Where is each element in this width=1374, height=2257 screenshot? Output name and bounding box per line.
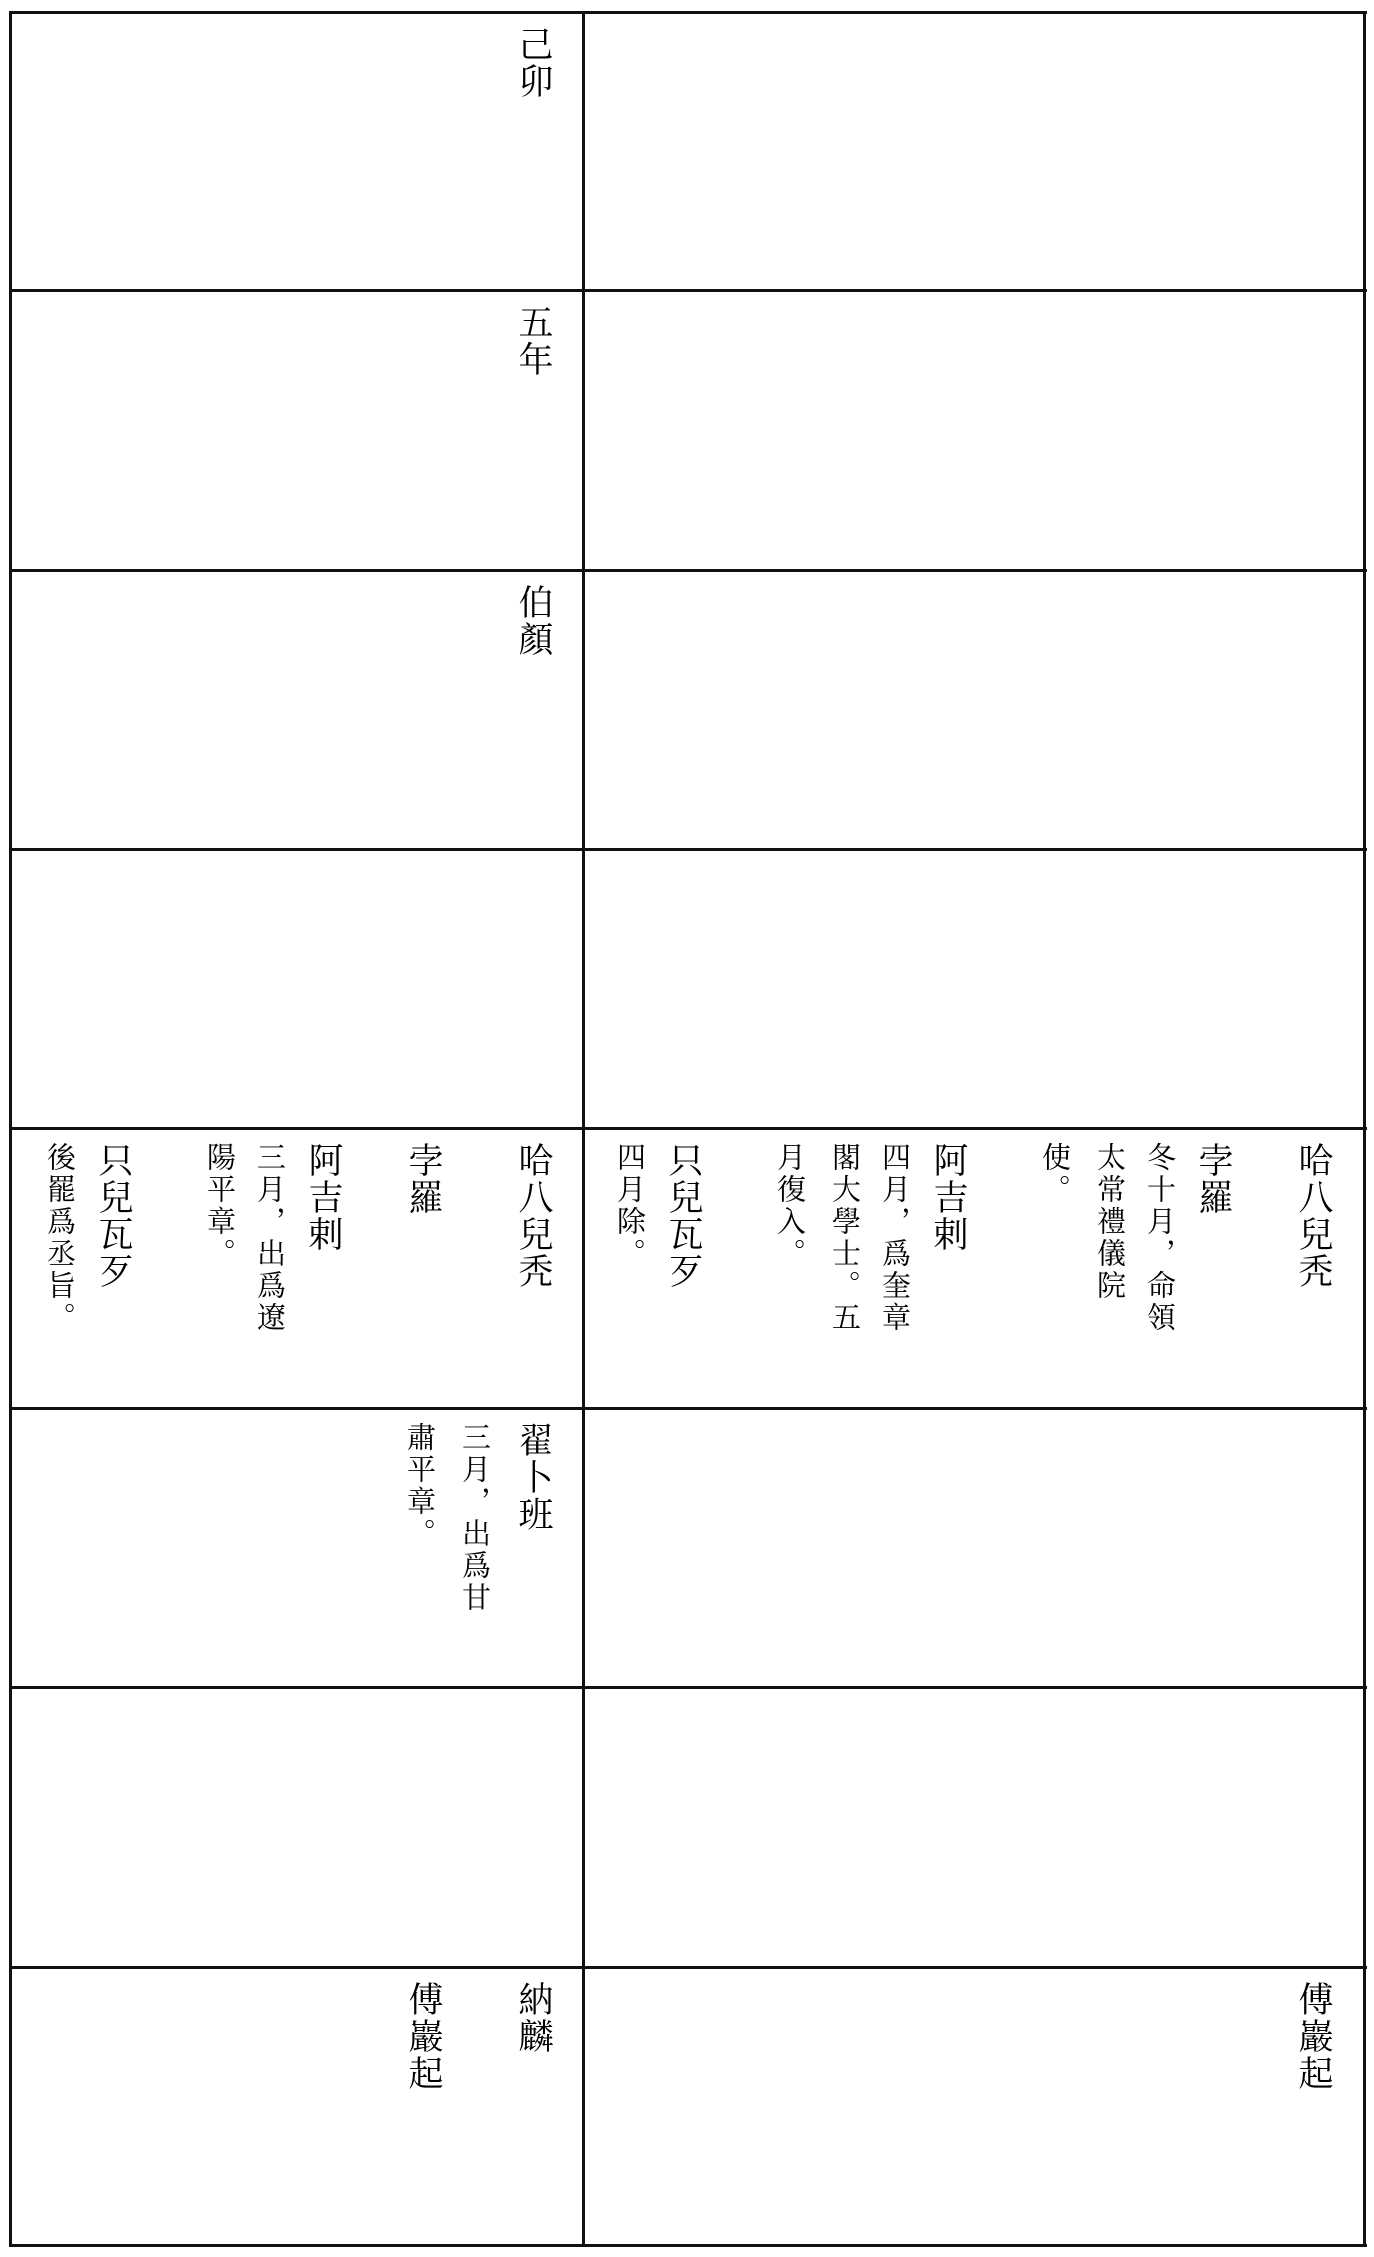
annotation-text: 四月，爲奎章 <box>878 1142 912 1334</box>
table-cell-right <box>585 14 1363 289</box>
name-entry: 納麟 <box>513 1981 553 2055</box>
table-cell-left <box>12 1410 582 1686</box>
table-cell-right <box>585 1689 1363 1966</box>
table-cell-left <box>12 292 582 569</box>
annotation-text: 肅平章。 <box>403 1422 437 1550</box>
annotation-text: 四月除。 <box>613 1142 647 1270</box>
table-cell-right <box>585 1410 1363 1686</box>
name-entry: 哈八兒秃 <box>1293 1142 1333 1290</box>
name-entry: 伯顏 <box>513 584 553 658</box>
annotation-text: 閣大學士。五 <box>828 1142 862 1334</box>
table-cell-left <box>12 1130 582 1407</box>
name-entry: 阿吉剌 <box>928 1142 968 1253</box>
table-cell-right <box>585 851 1363 1127</box>
table-cell-left <box>12 1689 582 1966</box>
table-cell-right <box>585 292 1363 569</box>
annotation-text: 三月，出爲遼 <box>253 1142 287 1334</box>
table-cell-right <box>585 1969 1363 2244</box>
table-cell-right <box>585 1130 1363 1407</box>
name-entry: 五年 <box>513 304 553 378</box>
annotation-text: 陽平章。 <box>203 1142 237 1270</box>
name-entry: 己卯 <box>513 26 553 100</box>
annotation-text: 月復入。 <box>773 1142 807 1270</box>
table-row-border <box>10 2244 1367 2247</box>
annotation-text: 使。 <box>1038 1142 1072 1206</box>
name-entry: 只兒瓦歹 <box>93 1142 133 1290</box>
name-entry: 孛羅 <box>1193 1142 1233 1216</box>
name-entry: 傅巖起 <box>1293 1981 1333 2092</box>
table-cell-left <box>12 572 582 848</box>
annotation-text: 太常禮儀院 <box>1093 1142 1127 1302</box>
table-right-border <box>1363 11 1366 2247</box>
name-entry: 翟卜班 <box>513 1422 553 1533</box>
table-cell-left <box>12 851 582 1127</box>
name-entry: 只兒瓦歹 <box>663 1142 703 1290</box>
annotation-text: 三月，出爲甘 <box>458 1422 492 1614</box>
annotation-text: 後罷爲丞旨。 <box>43 1142 77 1334</box>
name-entry: 孛羅 <box>403 1142 443 1216</box>
name-entry: 阿吉剌 <box>303 1142 343 1253</box>
annotation-text: 冬十月，命領 <box>1143 1142 1177 1334</box>
name-entry: 哈八兒秃 <box>513 1142 553 1290</box>
name-entry: 傅巖起 <box>403 1981 443 2092</box>
table-cell-left <box>12 14 582 289</box>
table-cell-right <box>585 572 1363 848</box>
table-cell-left <box>12 1969 582 2244</box>
